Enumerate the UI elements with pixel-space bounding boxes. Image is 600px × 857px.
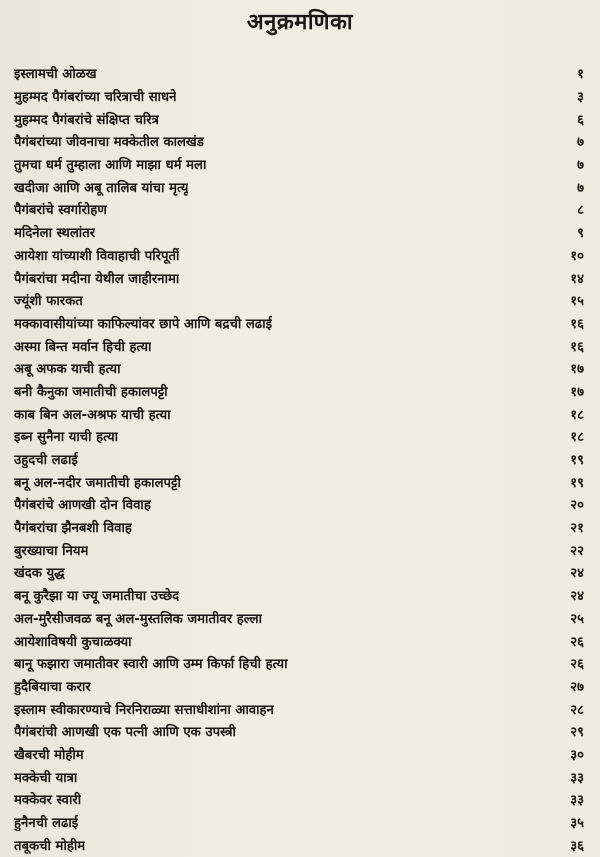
toc-entry-title: हुदैबियाचा करार <box>14 679 91 695</box>
toc-entry-title: खैबरची मोहीम <box>14 747 84 763</box>
toc-entry <box>14 675 586 698</box>
toc-entry-page-number: ९ <box>577 226 584 242</box>
toc-entry <box>14 153 586 176</box>
toc-entry-page-number: १४ <box>570 271 584 287</box>
toc-entry-title: बानू फझारा जमातीवर स्वारी आणि उम्म किर्फा हिची हत्या <box>14 657 288 673</box>
toc-entry-page-number: २४ <box>570 566 584 582</box>
toc-entry <box>14 357 586 380</box>
toc-entry-title: अबू अफक याची हत्या <box>14 362 121 378</box>
table-of-contents <box>14 62 586 856</box>
toc-entry-title: खंदक युद्ध <box>14 566 65 582</box>
toc-entry <box>14 448 586 471</box>
toc-entry-page-number: ३० <box>570 747 584 763</box>
toc-entry-title: पैगंबरांची आणखी एक पत्नी आणि एक उपस्त्री <box>14 725 236 741</box>
toc-entry-title: मदिनेला स्थलांतर <box>14 226 96 242</box>
toc-entry-title: मुहम्मद पैगंबरांचे संक्षिप्त चरित्र <box>14 112 159 128</box>
toc-entry-page-number: ८ <box>577 203 584 219</box>
toc-entry-page-number: ३३ <box>570 793 584 809</box>
toc-entry-title: मक्केची यात्रा <box>14 770 78 786</box>
toc-entry-title: बनू कुरैझा या ज्यू जमातीचा उच्छेद <box>14 589 180 605</box>
toc-entry-page-number: १९ <box>570 475 584 491</box>
toc-entry-page-number: २८ <box>570 702 584 718</box>
toc-entry <box>14 85 586 108</box>
toc-entry-title: काब बिन अल-अश्रफ याची हत्या <box>14 407 171 423</box>
toc-entry <box>14 561 586 584</box>
toc-entry-page-number: १ <box>577 67 584 83</box>
toc-entry-page-number: १७ <box>570 362 584 378</box>
toc-entry <box>14 380 586 403</box>
toc-entry <box>14 175 586 198</box>
toc-entry-title: आयेशाविषयी कुचाळक्या <box>14 634 132 650</box>
toc-entry <box>14 334 586 357</box>
toc-entry-title: बनी कैनुका जमातीची हकालपट्टी <box>14 384 168 400</box>
toc-entry-page-number: २६ <box>570 657 584 673</box>
toc-entry-page-number: ३३ <box>570 770 584 786</box>
toc-entry-title: अल-मुरैसीजवळ बनू अल-मुस्तलिक जमातीवर हल्ला <box>14 611 263 627</box>
toc-entry <box>14 402 586 425</box>
toc-entry <box>14 244 586 267</box>
toc-entry-page-number: १६ <box>570 316 584 332</box>
toc-entry <box>14 198 586 221</box>
toc-entry-title: पैगंबरांच्या जीवनाचा मक्केतील कालखंड <box>14 135 204 151</box>
toc-entry <box>14 493 586 516</box>
toc-entry <box>14 652 586 675</box>
toc-entry <box>14 765 586 788</box>
toc-entry-page-number: २६ <box>570 634 584 650</box>
toc-entry <box>14 312 586 335</box>
toc-entry <box>14 720 586 743</box>
toc-entry <box>14 470 586 493</box>
toc-entry-page-number: ७ <box>577 158 584 174</box>
page-title: अनुक्रमणिका <box>246 10 354 35</box>
toc-entry-title: पैगंबरांचे स्वर्गारोहण <box>14 203 107 219</box>
toc-entry-page-number: २९ <box>570 725 584 741</box>
toc-entry-page-number: २० <box>570 498 584 514</box>
toc-entry-title: ज्यूंशी फारकत <box>14 294 83 310</box>
toc-entry <box>14 697 586 720</box>
toc-entry-page-number: १९ <box>570 453 584 469</box>
toc-entry-page-number: १६ <box>570 339 584 355</box>
toc-entry-title: तुमचा धर्म तुम्हाला आणि माझा धर्म मला <box>14 158 207 174</box>
toc-entry-title: मक्कावासीयांच्या काफिल्यांवर छापे आणि बद्रची लढाई <box>14 316 273 332</box>
toc-entry-page-number: १८ <box>570 430 584 446</box>
toc-entry <box>14 289 586 312</box>
toc-entry <box>14 833 586 856</box>
toc-entry-page-number: १८ <box>570 407 584 423</box>
toc-entry <box>14 629 586 652</box>
toc-entry-title: बुरख्याचा नियम <box>14 543 89 559</box>
toc-entry-title: अस्मा बिन्त मर्वान हिची हत्या <box>14 339 152 355</box>
toc-entry <box>14 788 586 811</box>
toc-entry-page-number: १० <box>570 248 584 264</box>
toc-entry-title: तबूकची मोहीम <box>14 838 86 854</box>
toc-entry-page-number: ३५ <box>570 816 584 832</box>
toc-entry-title: पैगंबरांचे आणखी दोन विवाह <box>14 498 151 514</box>
toc-entry-title: इब्न सुनैना याची हत्या <box>14 430 119 446</box>
toc-entry-title: पैगंबरांचा झैनबशी विवाह <box>14 521 132 537</box>
toc-entry <box>14 130 586 153</box>
toc-entry-page-number: २५ <box>570 611 584 627</box>
toc-entry <box>14 62 586 85</box>
toc-entry-title: इस्लामची ओळख <box>14 67 97 83</box>
toc-entry-title: मक्केवर स्वारी <box>14 793 82 809</box>
toc-entry-title: इस्लाम स्वीकारण्याचे निरनिराळ्या सत्ताधीशांना आवाहन <box>14 702 274 718</box>
toc-entry-title: आयेशा यांच्याशी विवाहाची परिपूर्ती <box>14 248 180 264</box>
toc-entry <box>14 425 586 448</box>
toc-entry-page-number: २२ <box>570 543 584 559</box>
toc-entry <box>14 811 586 834</box>
toc-entry <box>14 607 586 630</box>
toc-entry-title: बनू अल-नदीर जमातीची हकालपट्टी <box>14 475 181 491</box>
toc-entry-page-number: ७ <box>577 135 584 151</box>
toc-entry <box>14 538 586 561</box>
toc-entry-page-number: ३६ <box>570 838 584 854</box>
toc-entry-title: उहुदची लढाई <box>14 453 78 469</box>
toc-entry <box>14 584 586 607</box>
toc-entry <box>14 221 586 244</box>
toc-entry-page-number: २१ <box>570 521 584 537</box>
toc-entry <box>14 516 586 539</box>
toc-entry-page-number: ३ <box>577 90 584 106</box>
toc-entry-page-number: ७ <box>577 180 584 196</box>
toc-entry-page-number: २४ <box>570 589 584 605</box>
toc-entry <box>14 107 586 130</box>
toc-entry <box>14 266 586 289</box>
toc-entry-title: मुहम्मद पैगंबरांच्या चरित्राची साधने <box>14 90 177 106</box>
toc-entry-page-number: ६ <box>577 112 584 128</box>
toc-entry <box>14 743 586 766</box>
toc-entry-page-number: १७ <box>570 384 584 400</box>
toc-entry-page-number: २७ <box>570 679 584 695</box>
toc-entry-page-number: १५ <box>570 294 584 310</box>
toc-entry-title: हुनैनची लढाई <box>14 816 79 832</box>
toc-entry-title: पैगंबरांचा मदीना येथील जाहीरनामा <box>14 271 180 287</box>
toc-entry-title: खदीजा आणि अबू तालिब यांचा मृत्यू <box>14 180 189 196</box>
